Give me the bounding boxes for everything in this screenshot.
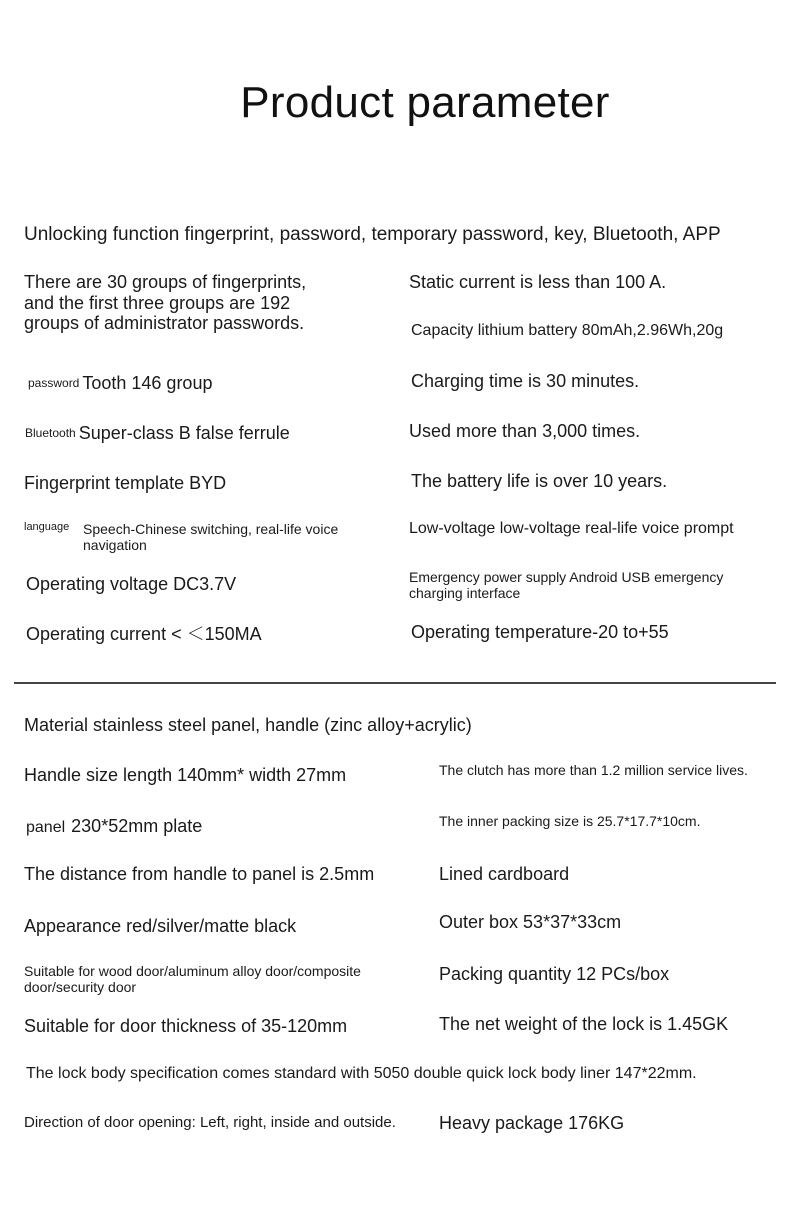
spec-operating-current: Operating current < ＜150MA: [26, 624, 262, 644]
spec-charging-time: Charging time is 30 minutes.: [411, 371, 640, 391]
spec-outer-box: Outer box 53*37*33cm: [439, 912, 622, 932]
spec-direction: Direction of door opening: Left, right, inside and outside.: [24, 1114, 396, 1131]
spec-capacity: Capacity lithium battery 80mAh,2.96Wh,20g: [411, 322, 724, 339]
spec-panel-value: 230*52mm plate: [71, 816, 203, 836]
spec-emergency-power: Emergency power supply Android USB emergency charging interface: [409, 569, 724, 602]
spec-low-voltage: Low-voltage low-voltage real-life voice prompt: [409, 520, 734, 537]
spec-handle-size: Handle size length 140mm* width 27mm: [24, 765, 347, 785]
section-divider: [14, 682, 776, 684]
spec-password: [28, 373, 212, 394]
page-title: Product parameter: [240, 78, 610, 127]
spec-clutch: The clutch has more than 1.2 million service lives.: [439, 762, 748, 778]
spec-fingerprint-groups: There are 30 groups of fingerprints, and the first three groups are 192 groups of administrator passwords.: [24, 272, 307, 334]
spec-language-prefix: language: [24, 521, 70, 533]
spec-operating-temperature: Operating temperature-20 to+55: [411, 622, 669, 642]
spec-panel: [26, 816, 202, 837]
spec-language-value: Speech-Chinese switching, real-life voice navigation: [83, 521, 339, 554]
spec-battery-life: The battery life is over 10 years.: [411, 471, 668, 491]
spec-lock-body: The lock body specification comes standard with 5050 double quick lock body liner 147*22mm.: [26, 1065, 697, 1082]
spec-bluetooth-prefix: Bluetooth: [25, 426, 76, 440]
spec-lined: Lined cardboard: [439, 864, 570, 884]
spec-panel-prefix: panel: [26, 819, 66, 836]
spec-password-value: Tooth 146 group: [82, 373, 213, 393]
spec-distance: The distance from handle to panel is 2.5mm: [24, 864, 375, 884]
spec-bluetooth-value: Super-class B false ferrule: [78, 423, 290, 443]
spec-bluetooth: [25, 423, 290, 444]
spec-inner-packing: The inner packing size is 25.7*17.7*10cm.: [439, 813, 701, 829]
spec-material: Material stainless steel panel, handle (zinc alloy+acrylic): [24, 715, 472, 735]
spec-static-current: Static current is less than 100 A.: [409, 272, 667, 292]
spec-unlocking: Unlocking function fingerprint, password, temporary password, key, Bluetooth, APP: [24, 224, 721, 245]
spec-password-prefix: password: [28, 376, 80, 390]
spec-suitable-doors: Suitable for wood door/aluminum alloy door/composite door/security door: [24, 963, 361, 996]
spec-packing-qty: Packing quantity 12 PCs/box: [439, 964, 670, 984]
spec-template: Fingerprint template BYD: [24, 473, 227, 493]
spec-appearance: Appearance red/silver/matte black: [24, 916, 297, 936]
spec-used-times: Used more than 3,000 times.: [409, 421, 641, 441]
spec-net-weight: The net weight of the lock is 1.45GK: [439, 1014, 729, 1034]
spec-heavy-package: Heavy package 176KG: [439, 1113, 625, 1133]
spec-operating-voltage: Operating voltage DC3.7V: [26, 574, 237, 594]
spec-thickness: Suitable for door thickness of 35-120mm: [24, 1016, 348, 1036]
